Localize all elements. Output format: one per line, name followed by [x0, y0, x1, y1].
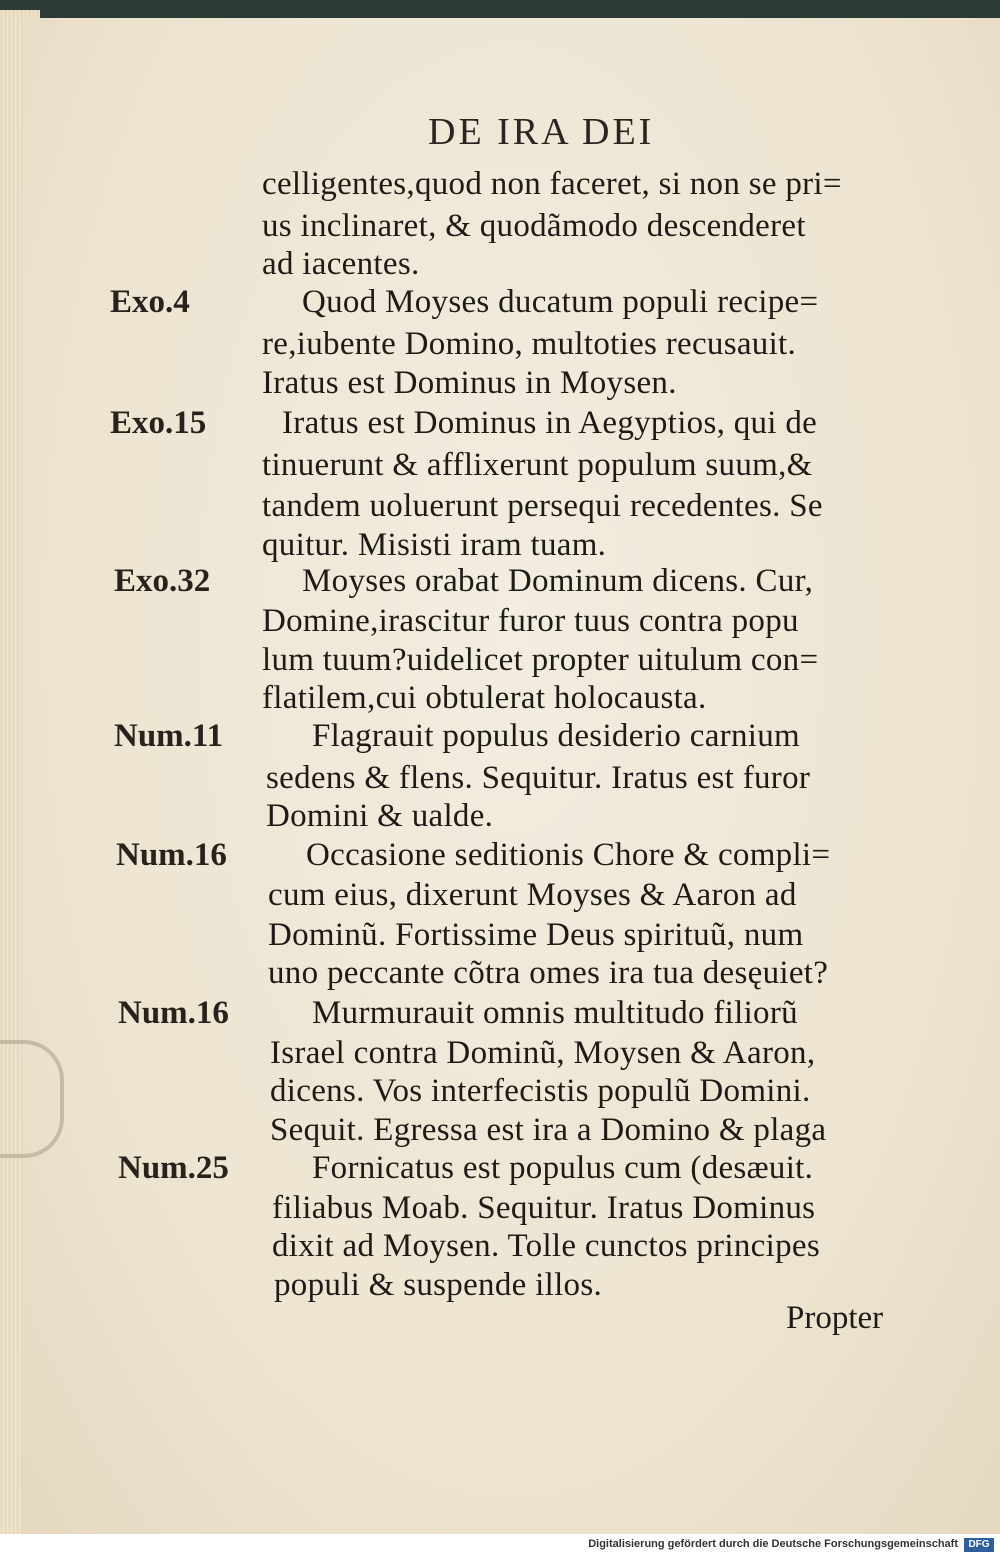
text-line: Dominũ. Fortissime Deus spirituũ, num — [268, 917, 804, 953]
text-line: Domine,irascitur furor tuus contra popu — [262, 603, 799, 639]
text-line: Moyses orabat Dominum dicens. Cur, — [302, 563, 814, 599]
dfg-logo: DFG — [964, 1538, 994, 1552]
text-line: re,iubente Domino, multoties recusauit. — [262, 326, 797, 362]
running-head: DE IRA DEI — [428, 111, 655, 153]
text-line: tandem uoluerunt persequi recedentes. Se — [262, 488, 823, 524]
text-line: Flagrauit populus desiderio carnium — [312, 718, 800, 754]
text-line: Murmurauit omnis multitudo filiorũ — [312, 995, 798, 1031]
text-line: Iratus est Dominus in Aegyptios, qui de — [282, 405, 818, 441]
margin-note: Exo.32 — [114, 563, 211, 599]
text-line: ad iacentes. — [262, 246, 420, 282]
text-line: lum tuum?uidelicet propter uitulum con= — [262, 642, 819, 678]
text-line: flatilem,cui obtulerat holocausta. — [262, 680, 707, 716]
text-line: celligentes,quod non faceret, si non se pri= — [262, 166, 842, 202]
text-line: uno peccante cõtra omes ira tua desęuiet? — [268, 955, 829, 991]
text-line: Iratus est Dominus in Moysen. — [262, 365, 677, 401]
footer-credit: Digitalisierung gefördert durch die Deutsche Forschungsgemeinschaft — [588, 1538, 958, 1550]
text-line: sedens & flens. Sequitur. Iratus est furor — [266, 760, 811, 796]
margin-note: Exo.15 — [110, 405, 207, 441]
text-line: Fornicatus est populus cum (desæuit. — [312, 1150, 814, 1186]
margin-note: Num.11 — [114, 718, 224, 754]
margin-note: Num.25 — [118, 1150, 229, 1186]
text-line: Domini & ualde. — [266, 798, 494, 834]
text-line: Occasione seditionis Chore & compli= — [306, 837, 831, 873]
footer-bar — [0, 1534, 1000, 1557]
text-line: filiabus Moab. Sequitur. Iratus Dominus — [272, 1190, 816, 1226]
text-line: populi & suspende illos. — [274, 1267, 603, 1303]
text-line: quitur. Misisti iram tuam. — [262, 527, 607, 563]
text-line: us inclinaret, & quodãmodo descenderet — [262, 208, 806, 244]
margin-note: Exo.4 — [110, 284, 190, 320]
text-line: Sequit. Egressa est ira a Domino & plaga — [270, 1112, 827, 1148]
margin-note: Num.16 — [118, 995, 229, 1031]
text-line: dixit ad Moysen. Tolle cunctos principes — [272, 1228, 820, 1264]
margin-note: Num.16 — [116, 837, 227, 873]
catchword: Propter — [786, 1300, 884, 1336]
text-line: Quod Moyses ducatum populi recipe= — [302, 284, 819, 320]
text-line: tinuerunt & afflixerunt populum suum,& — [262, 447, 813, 483]
text-line: dicens. Vos interfecistis populũ Domini. — [270, 1073, 811, 1109]
text-line: cum eius, dixerunt Moyses & Aaron ad — [268, 877, 797, 913]
text-line: Israel contra Dominũ, Moysen & Aaron, — [270, 1035, 816, 1071]
